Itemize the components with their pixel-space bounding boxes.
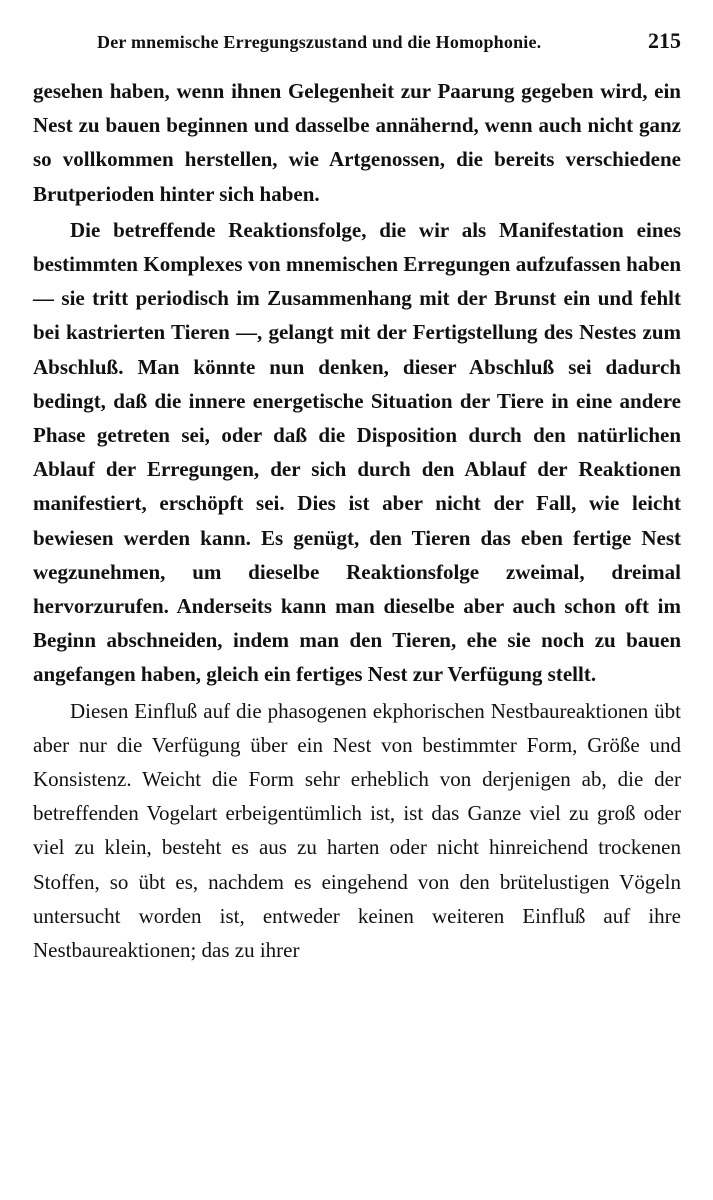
- body-text: [33, 74, 681, 967]
- running-title: Der mnemische Erregungszustand und die Homophonie.: [97, 32, 542, 52]
- page-number: 215: [648, 28, 681, 53]
- paragraph-continuation: gesehen haben, wenn ihnen Gelegenheit zur Paarung gegeben wird, ein Nest zu bauen beginnen und dasselbe annähernd, wenn auch nicht ganz so vollkommen herstellen, wie Artgenossen, die bereits verschiedene Brutperioden hinter sich haben.: [33, 79, 681, 206]
- book-page: [33, 28, 681, 967]
- paragraph-einfluss: Diesen Einfluß auf die phasogenen ekphorischen Nestbaureaktionen übt aber nur die Verfügung über ein Nest von bestimmter Form, Größe und Konsistenz. Weicht die Form sehr erheblich von derjenigen ab, die der betreffenden Vogelart erbeigentümlich ist, ist das Ganze viel zu groß oder viel zu klein, besteht es aus zu harten oder nicht hinreichend trockenen Stoffen, so übt es, nachdem es eingehend von den brütelustigen Vögeln untersucht worden ist, entweder keinen weiteren Einfluß auf ihre Nestbaureaktionen; das zu ihrer: [33, 698, 681, 963]
- paragraph-reaktionsfolge: Die betreffende Reaktionsfolge, die wir als Manifestation eines bestimmten Komplexes von mnemischen Erregungen aufzufassen haben — sie tritt periodisch im Zusammenhang mit der Brunst ein und fehlt bei kastrierten Tieren —, gelangt mit der Fertigstellung des Nestes zum Abschluß. Man könnte nun denken, dieser Abschluß sei dadurch bedingt, daß die innere energetische Situation der Tiere in eine andere Phase getreten sei, oder daß die Disposition durch den natürlichen Ablauf der Erregungen, der sich durch den Ablauf der Reaktionen manifestiert, erschöpft sei. Dies ist aber nicht der Fall, wie leicht bewiesen werden kann. Es genügt, den Tieren das eben fertige Nest wegzunehmen, um dieselbe Reaktionsfolge zweimal, dreimal hervorzurufen. Anderseits kann man dieselbe aber auch schon oft im Beginn abschneiden, indem man den Tieren, ehe sie noch zu bauen angefangen haben, gleich ein fertiges Nest zur Verfügung stellt.: [33, 217, 681, 687]
- running-head: [33, 28, 681, 66]
